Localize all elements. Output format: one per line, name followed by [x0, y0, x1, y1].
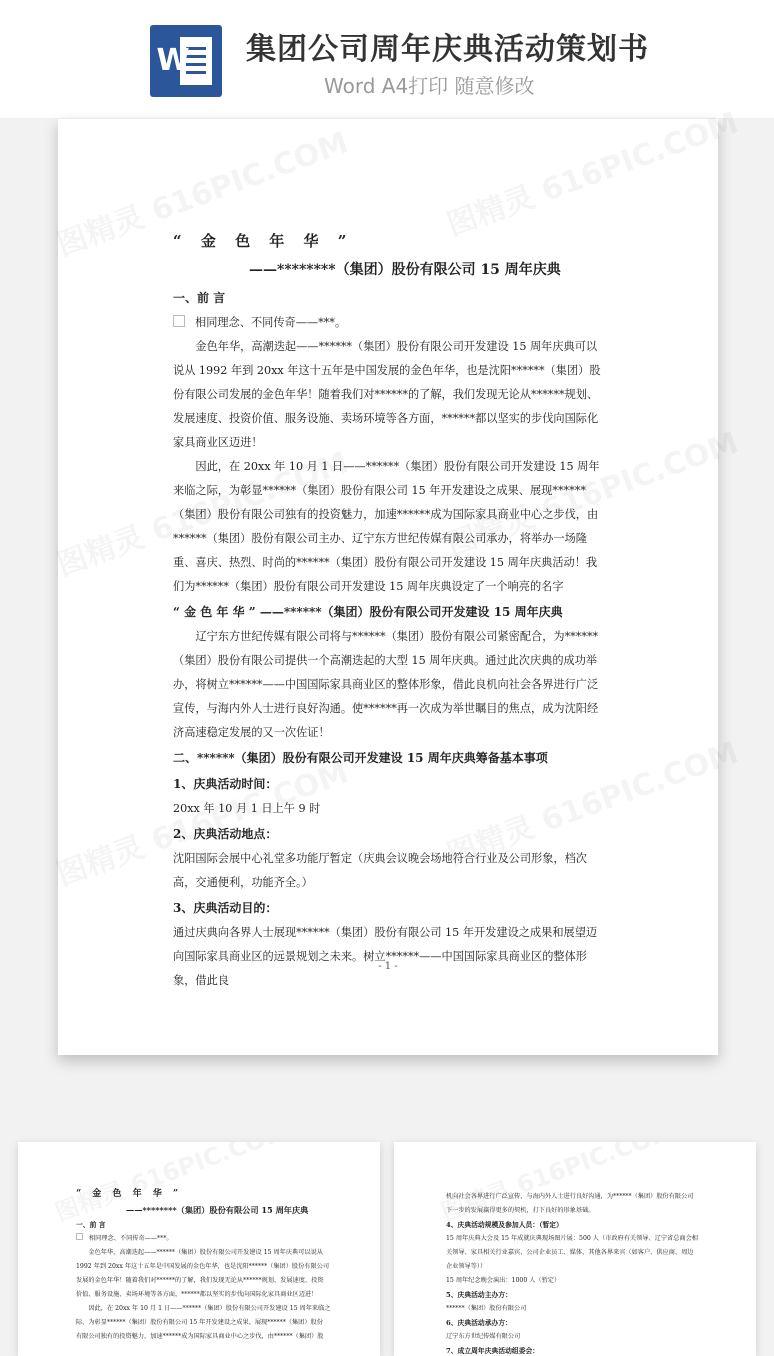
section-heading: 二、******（集团）股份有限公司开发建设 15 周年庆典筹备基本事项	[173, 751, 548, 765]
thumb-item-label: 4、庆典活动规模及参加人员：（暂定）	[446, 1221, 563, 1229]
page-thumbnail	[18, 1142, 380, 1356]
item-label: 1、庆典活动时间：	[173, 777, 278, 791]
document-page-preview	[58, 119, 718, 1055]
doc-title: “ 金 色 年 华 ”	[173, 232, 354, 250]
thumb-item-label: 6、庆典活动承办方：	[446, 1319, 512, 1327]
doc-subtitle: ——********（集团）股份有限公司 15 周年庆典	[249, 262, 561, 278]
thumb-line: 际，为彰显******（集团）股份有限公司 15 年开发建设之成果、展现******（集团）股份	[76, 1319, 323, 1326]
paragraph: 辽宁东方世纪传媒有限公司将与******（集团）股份有限公司紧密配合，为******（集团）股份有限公司提供一个高潮迭起的大型 15 周年庆典。通过此次庆典的成功举办，将树立******——中国国际家具商业区的整体形象，借此良机向社会各界进行广泛宣传，与海内外人士进行良好沟通。使******再一次成为举世瞩目的焦点，成为沈阳经济高速稳定发展的又一次佐证！	[173, 630, 599, 739]
thumb-line: 15 周年庆典大会及 15 年成就庆典现场图片展：500 人（市政府有关领导、辽宁省总商会相	[446, 1235, 698, 1242]
item-label: 2、庆典活动地点：	[173, 827, 278, 841]
thumbnail-content	[446, 1190, 708, 1356]
thumb-bullet-text: 相同理念、不同传奇——***。	[89, 1235, 173, 1242]
thumbnail-content	[76, 1186, 338, 1344]
bold-line: “ 金 色 年 华 ” ——******（集团）股份有限公司开发建设 15 周年庆典	[173, 605, 563, 619]
thumb-line: 发展的金色年华！随着我们对******的了解，我们发现无论从******规划、发展速度、投资	[76, 1277, 324, 1284]
bullet-paragraph	[173, 311, 603, 335]
document-body	[173, 227, 603, 993]
thumb-bullet	[76, 1232, 338, 1246]
page-thumbnail	[394, 1142, 756, 1356]
thumb-subtitle: ——********（集团）股份有限公司 15 周年庆典	[126, 1205, 309, 1215]
thumb-heading: 一、前 言	[76, 1221, 106, 1229]
thumb-line: 1992 年到 20xx 年这十五年是中国发展的金色年华，也是沈阳******（集团）股份有限公司	[76, 1263, 330, 1270]
thumb-item-label: 7、成立周年庆典活动组委会：	[446, 1347, 540, 1355]
thumb-line: 下一步的发展赢得更多的契机，打下良好的形象基础。	[446, 1207, 595, 1214]
thumb-line: 金色年华，高潮迭起——******（集团）股份有限公司开发建设 15 周年庆典可以说从	[88, 1249, 323, 1256]
page-title: 集团公司周年庆典活动策划书	[246, 32, 649, 67]
thumb-line: 有限公司独有的投资魅力，加速******成为国际家具商业中心之步伐，由******（集团）股	[76, 1333, 324, 1340]
watermark	[440, 98, 744, 244]
paragraph: 金色年华，高潮迭起——******（集团）股份有限公司开发建设 15 周年庆典可以说从 1992 年到 20xx 年这十五年是中国发展的金色年华，也是沈阳******（集团）股份有限公司发展的金色年华！随着我们对******的了解，我们发现无论从******规划、发展速度、投资价值、服务设施、卖场环境等各方面，******都以坚实的步伐向国际化家具商业区迈进！	[173, 340, 601, 449]
thumb-line: 辽宁东方世纪传媒有限公司	[446, 1333, 521, 1340]
thumb-title: “ 金 色 年 华 ”	[76, 1189, 183, 1199]
word-document-icon	[150, 25, 222, 97]
section-heading: 一、前 言	[173, 291, 226, 305]
thumb-item-label: 5、庆典活动主办方：	[446, 1291, 512, 1299]
thumb-line: 关领导、家具相关行业嘉宾、公司企业员工、媒体、其他各界来宾（如客户、供应商、周边	[446, 1249, 694, 1256]
thumb-line: 15 周年纪念晚会演出：1000 人（暂定）	[446, 1277, 561, 1284]
page-subtitle: Word A4打印 随意修改	[324, 74, 535, 98]
item-value: 20xx 年 10 月 1 日上午 9 时	[173, 802, 321, 815]
thumb-line: 因此，在 20xx 年 10 月 1 日——******（集团）股份有限公司开发建设 15 周年来临之	[88, 1305, 331, 1312]
bullet-text: 相同理念、不同传奇——***。	[195, 316, 347, 329]
thumb-line: ******（集团）股份有限公司	[446, 1305, 527, 1312]
item-value: 通过庆典向各界人士展现******（集团）股份有限公司 15 年开发建设之成果和展望迈向国际家具商业区的远景规划之未来。树立******——中国国际家具商业区的整体形象，借此良	[173, 926, 598, 987]
checkbox-bullet-icon	[173, 315, 185, 327]
checkbox-bullet-icon	[76, 1233, 83, 1240]
header-banner	[0, 0, 774, 118]
thumb-line: 价值、服务设施、卖场环境等各方面，******都以坚实的步伐向国际化家具商业区迈进！	[76, 1291, 318, 1298]
item-label: 3、庆典活动目的：	[173, 901, 278, 915]
thumb-line: 企业领导等））	[446, 1263, 487, 1270]
paragraph: 因此，在 20xx 年 10 月 1 日——******（集团）股份有限公司开发建设 15 周年来临之际，为彰显******（集团）股份有限公司 15 年开发建设之成果、展现******（集团）股份有限公司独有的投资魅力，加速******成为国际家具商业中心之步伐，由******（集团）股份有限公司主办、辽宁东方世纪传媒有限公司承办，将举办一场隆重、喜庆、热烈、时尚的******（集团）股份有限公司开发建设 15 周年庆典活动！我们为******（集团）股份有限公司开发建设 15 周年庆典设定了一个响亮的名字	[173, 460, 600, 593]
thumb-line: 机向社会各界进行广泛宣传，与海内外人士进行良好沟通，为******（集团）股份有限公司	[446, 1193, 694, 1200]
item-value: 沈阳国际会展中心礼堂多功能厅暂定（庆典会议晚会场地符合行业及公司形象，档次高，交通便利，功能齐全。）	[173, 852, 587, 889]
page-number: - 1 -	[378, 961, 398, 972]
word-letter: W	[156, 43, 190, 78]
